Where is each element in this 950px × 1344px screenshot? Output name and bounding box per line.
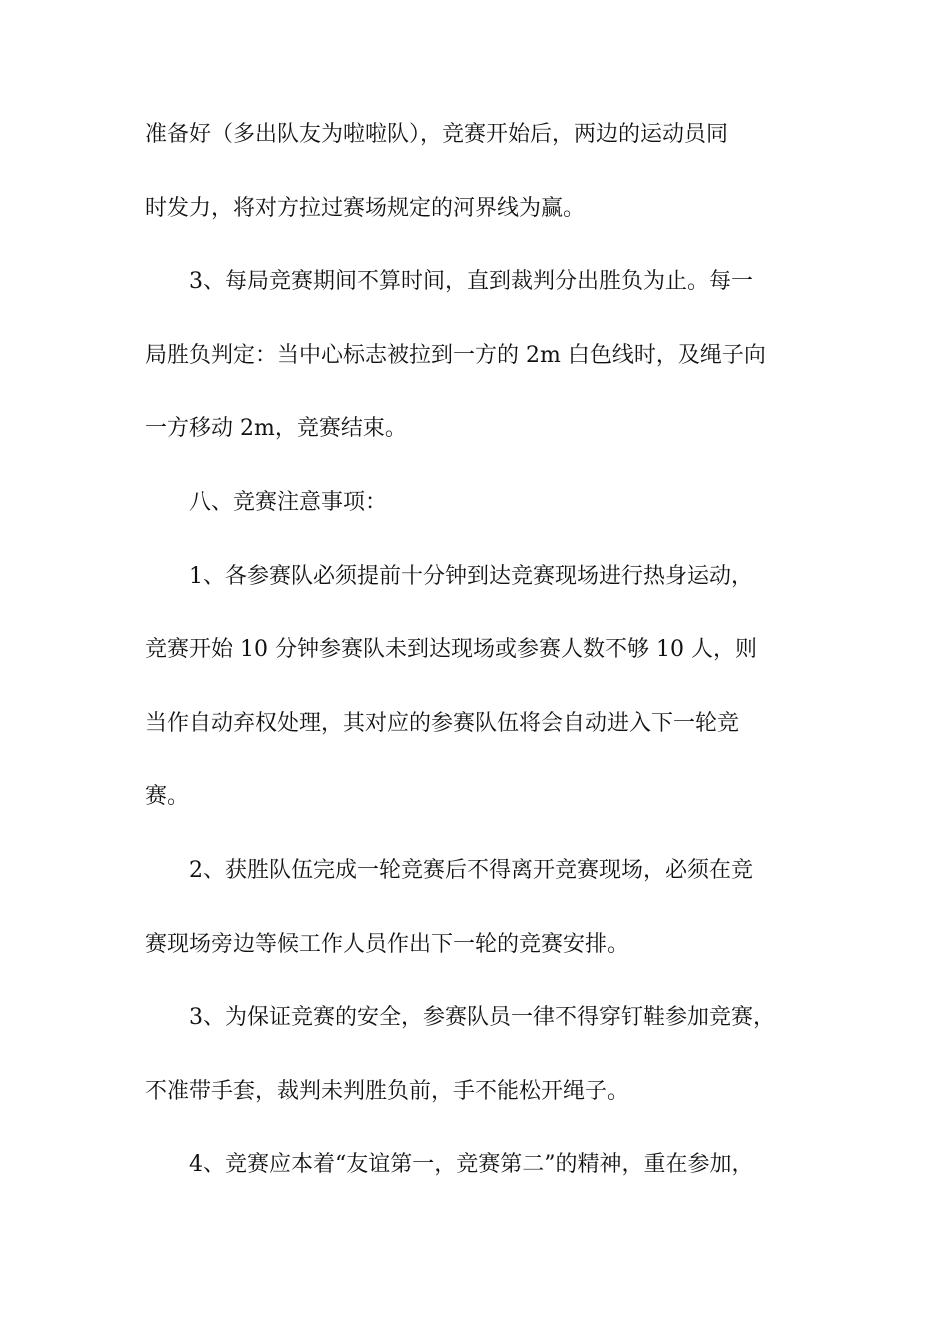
text-line-8: 竞赛开始 10 分钟参赛队未到达现场或参赛人数不够 10 人，则 bbox=[145, 637, 757, 663]
section-heading: 八、竞赛注意事项： bbox=[189, 489, 388, 515]
text-line-14: 不准带手套，裁判未判胜负前，手不能松开绳子。 bbox=[145, 1078, 630, 1104]
text-line-4: 局胜负判定：当中心标志被拉到一方的 2m 白色线时，及绳子向 bbox=[145, 342, 766, 368]
text-line-11: 2、获胜队伍完成一轮竞赛后不得离开竞赛现场，必须在竞 bbox=[189, 857, 753, 883]
text-line-13: 3、为保证竞赛的安全，参赛队员一律不得穿钉鞋参加竞赛， bbox=[189, 1005, 775, 1031]
text-line-15: 4、竞赛应本着“友谊第一，竞赛第二”的精神，重在参加， bbox=[189, 1152, 754, 1178]
text-line-2: 时发力，将对方拉过赛场规定的河界线为赢。 bbox=[145, 195, 586, 221]
text-line-3: 3、每局竞赛期间不算时间，直到裁判分出胜负为止。每一 bbox=[189, 269, 753, 295]
text-line-12: 赛现场旁边等候工作人员作出下一轮的竞赛安排。 bbox=[145, 931, 630, 957]
text-line-7: 1、各参赛队必须提前十分钟到达竞赛现场进行热身运动， bbox=[189, 563, 753, 589]
text-line-9: 当作自动弃权处理，其对应的参赛队伍将会自动进入下一轮竞 bbox=[145, 710, 740, 736]
text-line-10: 赛。 bbox=[145, 784, 190, 810]
document-body bbox=[145, 124, 817, 1228]
text-line-5: 一方移动 2m，竞赛结束。 bbox=[145, 416, 407, 442]
text-line-1: 准备好（多出队友为啦啦队），竞赛开始后，两边的运动员同 bbox=[145, 122, 729, 147]
